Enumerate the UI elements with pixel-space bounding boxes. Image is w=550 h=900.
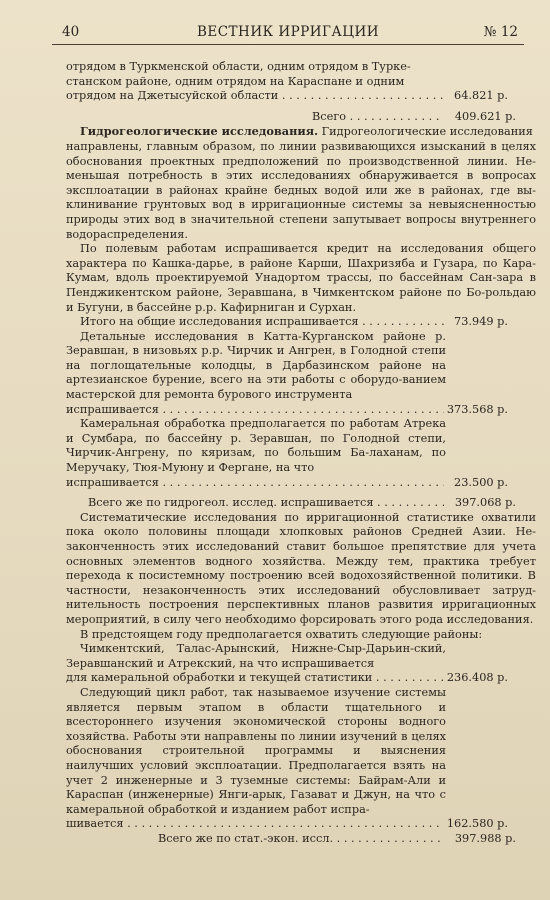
total-row (66, 832, 536, 847)
amount-value: 162.580 р. (446, 817, 508, 831)
amount-row (66, 671, 536, 686)
page-body (66, 60, 536, 846)
amount-label: Итого на общие исследования испрашивается . . . (66, 315, 444, 330)
paragraph: Следующий цикл работ, так называемое изучение системы является первым этапом в области тщательного и всестороннего изучения экономической стороны водного хозяйства. Работы эти направлены по линии изучений в целях обоснования строительной программы и выяснения наилучших условий эксплоатации. Предполагается взять на учет 2 инженерные и 3 туземные системы: Байрам-Али и Караспан (инженерные) Янги-арык, Газават и Джун, на что с камеральной обработкой и изданием работ испра- (66, 685, 446, 816)
amount-value: 64.821 р. (454, 89, 508, 103)
text-line: отрядом в Туркменской области, одним отрядом в Турке- (66, 60, 411, 73)
issue-number: № 12 (483, 24, 518, 40)
total-row (66, 496, 536, 511)
paragraph: В предстоящем году предполагается охватить следующие районы: (80, 627, 483, 641)
amount-row (66, 817, 536, 832)
amount-label: испрашивается . . . (66, 476, 444, 491)
amount-label: отрядом на Джетысуйской области . . . (66, 89, 444, 104)
amount-value: 236.408 р. (446, 671, 508, 685)
amount-label: шивается . . . (66, 817, 444, 832)
paragraph: Чимкентский, Талас-Арынский, Нижне-Сыр-Дарьин-ский, Зеравшанский и Атрекский, на что испрашивается (66, 642, 446, 670)
amount-label: испрашивается . . . (66, 403, 444, 418)
total-label: Всего же по гидрогеол. исслед. испрашивается . . . (66, 496, 444, 511)
page-number: 40 (62, 24, 80, 40)
section-heading-line (66, 124, 536, 140)
paragraph: По полевым работам испрашивается кредит на исследования общего характера по Кашка-дарье, в районе Карши, Шахризяба и Гузара, по Кара-Кумам, вдоль проектируемой Унадортом трассы, по бассейнам Сан-зара в Пенджикентском районе, Зеравшана, в Чимкентском районе по Бо-рольдаю и Бугуни, в бассейне р.р. Кафирниган и Сурхан. (66, 242, 536, 314)
total-value: 409.621 р. (454, 109, 516, 123)
text-line: станском районе, одним отрядом на Караспане и одним (66, 74, 405, 88)
amount-label: для камеральной обработки и текущей статистики . . . (66, 671, 444, 686)
heading-continuation: Гидрогеологические исследования (321, 125, 533, 139)
amount-row (66, 89, 536, 104)
paragraph: Камеральная обработка предполагается по работам Атрека и Сумбара, по бассейну р. Зеравшан, по Голодной степи, Чирчик-Ангрену, по кяризам, по большим Ба-лаханам, по Меручаку, Тюя-Муюну и Фергане, на что (66, 417, 446, 475)
total-label: Всего . . . (66, 110, 444, 125)
total-value: 397.068 р. (454, 496, 516, 510)
amount-row (66, 403, 536, 418)
amount-value: 73.949 р. (454, 315, 508, 329)
total-value: 397.988 р. (454, 831, 516, 845)
amount-row (66, 315, 536, 330)
running-header (52, 22, 524, 45)
amount-value: 23.500 р. (454, 475, 508, 489)
paragraph: направлены, главным образом, по линии развивающихся изысканий в целях обоснования проектных предположений по производственной линии. Не-меньшая потребность в этих исследованиях обнаруживается в вопросах эксплоатации в районах крайне бедных водой или же в районах, где вы-клинивание грунтовых вод в ирригационные системы за невыясненностью природы этих вод в значительной степени запутывает вопросы внутреннего водораспределения. (66, 139, 536, 241)
amount-row (66, 476, 536, 491)
total-label: Всего же по стат.-экон. иссл. . . . (66, 832, 444, 847)
amount-value: 373.568 р. (446, 402, 508, 416)
section-heading: Гидрогеологические исследования. (80, 124, 319, 139)
paragraph: Детальные исследования в Катта-Курганском районе р. Зеравшан, в низовьях р.р. Чирчик и Ангрен, в Голодной степи на поглощательные колодцы, в Дарбазинском районе на артезианское бурение, всего на эти работы с оборудо-ванием мастерской для ремонта бурового инструмента (66, 329, 446, 402)
total-row (66, 110, 536, 125)
paragraph: Систематические исследования по ирригационной статистике охватили пока около половины площади хлопковых районов Средней Азии. Не-законченность этих исследований ставит большое препятствие для учета основных элементов водного хозяйства. Между тем, практика требует перехода к посистемному построению всей водохозяйственной политики. В частности, незаконченность этих исследований обусловливает затруд-нительность построения перспективных планов развития ирригационных мероприятий, в силу чего необходимо форсировать этого рода исследования. (66, 510, 536, 626)
journal-title: ВЕСТНИК ИРРИГАЦИИ (196, 24, 380, 40)
